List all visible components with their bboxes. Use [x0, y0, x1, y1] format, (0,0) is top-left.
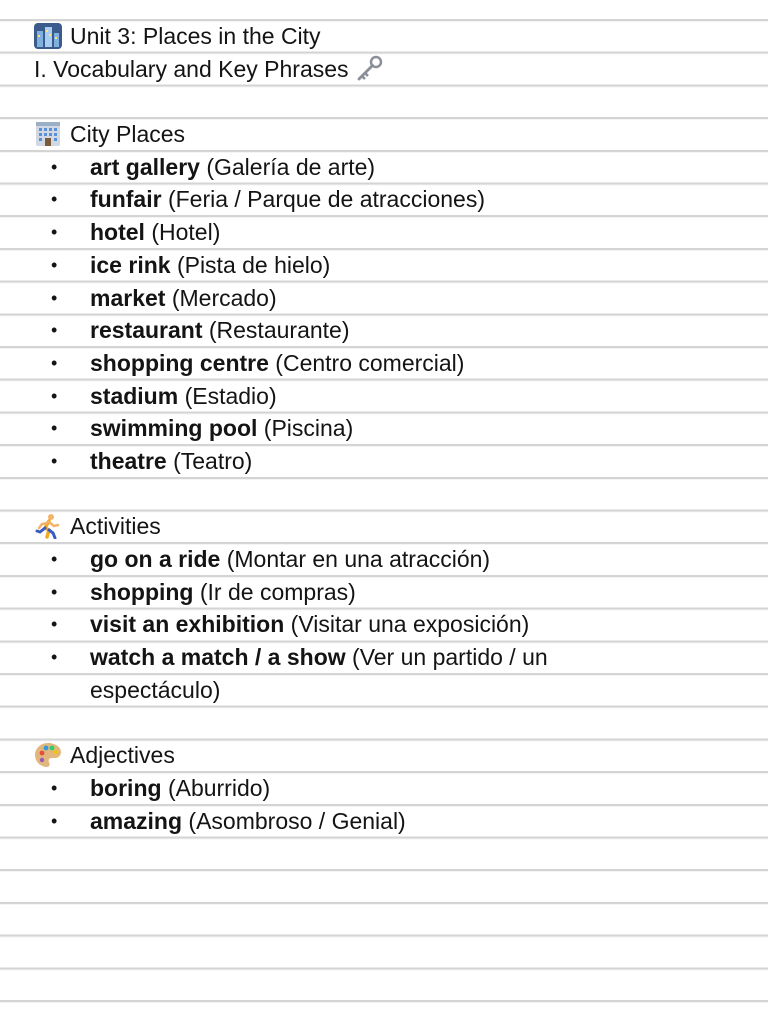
translation: (Pista de hielo) [176, 251, 331, 278]
translation: (Restaurante) [208, 317, 350, 344]
list-item [0, 380, 768, 413]
translation: (Ver un partido / un [352, 644, 548, 671]
term: visit an exhibition [90, 611, 285, 638]
list-item [0, 347, 768, 380]
adjectives-heading-text: Adjectives [70, 742, 175, 769]
subtitle-text: I. Vocabulary and Key Phrases [34, 55, 349, 82]
term: funfair [90, 186, 162, 213]
section-heading-adjectives [0, 739, 768, 772]
bullet: • [51, 810, 58, 831]
term: shopping centre [90, 349, 269, 376]
translation: (Hotel) [151, 219, 221, 246]
translation: (Centro comercial) [275, 349, 465, 376]
bullet: • [51, 549, 58, 569]
translation: (Estadio) [184, 382, 277, 409]
translation: (Visitar una exposición) [290, 611, 530, 638]
list-item [0, 608, 768, 641]
translation: (Asombroso / Genial) [188, 807, 406, 834]
section-heading-city-places [0, 118, 768, 151]
office-building-icon [34, 121, 62, 147]
note-title [0, 20, 768, 53]
city-skyline-icon [34, 23, 62, 49]
blank-line [0, 706, 768, 739]
term: watch a match / a show [90, 644, 346, 671]
term: amazing [90, 807, 183, 834]
list-item [0, 282, 768, 315]
term: stadium [90, 382, 179, 409]
old-key-icon [355, 55, 383, 83]
term: boring [90, 774, 162, 801]
term: art gallery [90, 153, 200, 180]
bullet: • [51, 450, 58, 471]
bullet: • [51, 385, 58, 406]
note-content[interactable] [0, 20, 768, 837]
list-item [0, 641, 768, 674]
translation: (Piscina) [263, 415, 354, 442]
translation: (Aburrido) [167, 774, 271, 801]
translation: (Galería de arte) [206, 153, 376, 180]
translation: (Montar en una atracción) [226, 546, 491, 572]
list-item [0, 249, 768, 282]
list-item [0, 805, 768, 838]
bullet: • [51, 156, 58, 177]
list-item [0, 445, 768, 478]
list-item [0, 543, 768, 576]
artist-palette-icon [34, 742, 62, 768]
title-text: Unit 3: Places in the City [70, 23, 321, 49]
translation: (Mercado) [171, 284, 277, 311]
term: shopping [90, 578, 194, 605]
list-item [0, 183, 768, 216]
section-heading-activities [0, 510, 768, 543]
bullet: • [51, 320, 58, 341]
running-person-icon [34, 513, 62, 539]
translation: (Ir de compras) [199, 578, 356, 605]
bullet: • [51, 777, 58, 798]
list-item [0, 576, 768, 609]
city-places-heading-text: City Places [70, 121, 186, 148]
list-item [0, 412, 768, 445]
blank-line [0, 85, 768, 118]
list-item [0, 151, 768, 184]
translation: (Teatro) [173, 447, 253, 474]
term: swimming pool [90, 415, 258, 442]
term: market [90, 284, 166, 311]
bullet: • [51, 287, 58, 308]
term: ice rink [90, 251, 171, 278]
list-item-continuation [0, 674, 768, 707]
term: go on a ride [90, 546, 221, 572]
bullet: • [51, 222, 58, 243]
list-item [0, 216, 768, 249]
bullet: • [51, 418, 58, 439]
translation: (Feria / Parque de atracciones) [167, 186, 485, 213]
bullet: • [51, 581, 58, 602]
bullet: • [51, 614, 58, 635]
activities-heading-text: Activities [70, 513, 161, 540]
blank-line [0, 478, 768, 511]
term: hotel [90, 219, 145, 246]
term: restaurant [90, 317, 203, 344]
translation-continued: espectáculo) [90, 676, 221, 703]
list-item [0, 772, 768, 805]
list-item [0, 314, 768, 347]
bullet: • [51, 254, 58, 275]
note-subtitle [0, 53, 768, 86]
bullet: • [51, 647, 58, 668]
bullet: • [51, 189, 58, 210]
term: theatre [90, 447, 167, 474]
bullet: • [51, 352, 58, 373]
